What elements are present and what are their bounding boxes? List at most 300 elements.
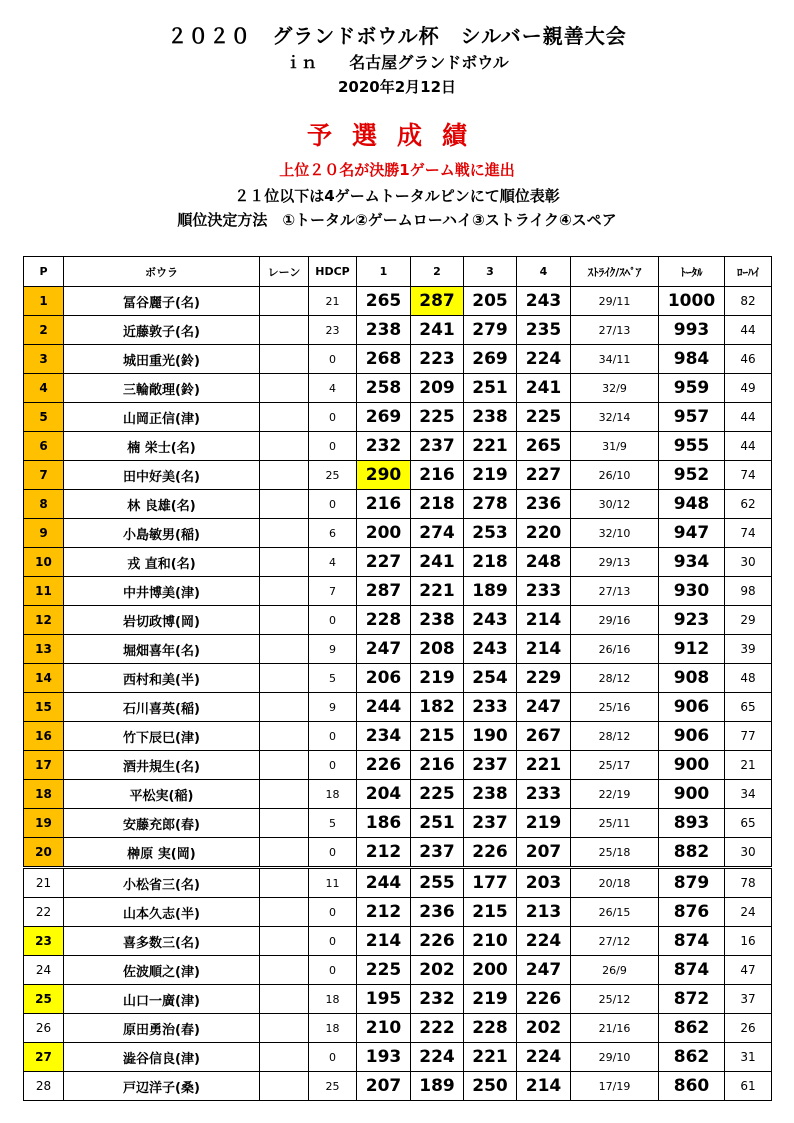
cell-bowler-name: 冨谷麗子(名) — [64, 287, 260, 316]
cell-position: 3 — [24, 345, 64, 374]
cell-game-2: 232 — [411, 985, 464, 1014]
cell-hdcp: 0 — [309, 956, 357, 985]
event-date: 2020年2月12日 — [337, 78, 457, 96]
cell-total: 906 — [659, 693, 725, 722]
cell-total: 923 — [659, 606, 725, 635]
cell-lowhigh: 61 — [725, 1072, 772, 1101]
cell-strike-spare: 31/9 — [571, 432, 659, 461]
cell-position: 19 — [24, 809, 64, 838]
col-header-game-4: 4 — [517, 257, 571, 287]
cell-bowler-name: 山本久志(半) — [64, 898, 260, 927]
cell-strike-spare: 27/13 — [571, 316, 659, 345]
cell-game-2: 255 — [411, 868, 464, 898]
cell-lowhigh: 49 — [725, 374, 772, 403]
cell-lowhigh: 21 — [725, 751, 772, 780]
cell-lowhigh: 65 — [725, 693, 772, 722]
cell-hdcp: 0 — [309, 606, 357, 635]
cell-lane — [260, 374, 309, 403]
table-row — [24, 519, 772, 548]
cell-hdcp: 21 — [309, 287, 357, 316]
cell-game-1: 216 — [357, 490, 411, 519]
cell-lowhigh: 30 — [725, 548, 772, 577]
cell-game-2: 238 — [411, 606, 464, 635]
cell-hdcp: 4 — [309, 548, 357, 577]
cell-game-1: 244 — [357, 693, 411, 722]
cell-game-2: 241 — [411, 548, 464, 577]
cell-strike-spare: 27/12 — [571, 927, 659, 956]
cell-game-2: 236 — [411, 898, 464, 927]
cell-game-1: 269 — [357, 403, 411, 432]
cell-lane — [260, 606, 309, 635]
table-row — [24, 403, 772, 432]
table-row — [24, 316, 772, 345]
cell-game-2: 222 — [411, 1014, 464, 1043]
cell-position: 1 — [24, 287, 64, 316]
cell-lowhigh: 44 — [725, 316, 772, 345]
cell-bowler-name: 戎 直和(名) — [64, 548, 260, 577]
cell-position: 6 — [24, 432, 64, 461]
col-header-bowler: ボウラ — [64, 257, 260, 287]
section-heading: 予選成績 — [306, 121, 487, 150]
cell-game-3: 253 — [464, 519, 517, 548]
cell-bowler-name: 酒井規生(名) — [64, 751, 260, 780]
cell-lane — [260, 898, 309, 927]
cell-game-3: 221 — [464, 432, 517, 461]
cell-hdcp: 0 — [309, 403, 357, 432]
cell-strike-spare: 22/19 — [571, 780, 659, 809]
cell-position: 21 — [24, 868, 64, 898]
cell-game-3: 228 — [464, 1014, 517, 1043]
cell-strike-spare: 32/10 — [571, 519, 659, 548]
cell-hdcp: 11 — [309, 868, 357, 898]
cell-game-2: 225 — [411, 780, 464, 809]
cell-hdcp: 0 — [309, 345, 357, 374]
cell-game-3: 210 — [464, 927, 517, 956]
cell-game-4: 224 — [517, 927, 571, 956]
cell-hdcp: 5 — [309, 664, 357, 693]
cell-position: 22 — [24, 898, 64, 927]
cell-bowler-name: 楠 栄士(名) — [64, 432, 260, 461]
cell-lane — [260, 751, 309, 780]
cell-game-3: 189 — [464, 577, 517, 606]
cell-game-1: 234 — [357, 722, 411, 751]
table-row — [24, 577, 772, 606]
cell-lane — [260, 635, 309, 664]
cell-total: 993 — [659, 316, 725, 345]
cell-game-1: 200 — [357, 519, 411, 548]
cell-lowhigh: 74 — [725, 461, 772, 490]
cell-lowhigh: 29 — [725, 606, 772, 635]
cell-strike-spare: 29/11 — [571, 287, 659, 316]
cell-game-2: 274 — [411, 519, 464, 548]
cell-lowhigh: 98 — [725, 577, 772, 606]
cell-total: 912 — [659, 635, 725, 664]
table-row — [24, 956, 772, 985]
cell-total: 862 — [659, 1014, 725, 1043]
cell-lane — [260, 956, 309, 985]
table-row — [24, 751, 772, 780]
cell-game-3: 219 — [464, 461, 517, 490]
cell-lane — [260, 287, 309, 316]
cell-game-1: 238 — [357, 316, 411, 345]
cell-game-2: 237 — [411, 432, 464, 461]
cell-lowhigh: 78 — [725, 868, 772, 898]
col-header-hdcp: HDCP — [309, 257, 357, 287]
cell-strike-spare: 27/13 — [571, 577, 659, 606]
cell-position: 9 — [24, 519, 64, 548]
table-row — [24, 1043, 772, 1072]
cell-strike-spare: 30/12 — [571, 490, 659, 519]
tournament-title: ２０２０ グランドボウル杯 シルバー親善大会 — [167, 24, 627, 48]
cell-strike-spare: 34/11 — [571, 345, 659, 374]
cell-lane — [260, 664, 309, 693]
cell-hdcp: 0 — [309, 432, 357, 461]
cell-lane — [260, 548, 309, 577]
cell-game-4: 265 — [517, 432, 571, 461]
table-row — [24, 287, 772, 316]
cell-strike-spare: 28/12 — [571, 722, 659, 751]
cell-position: 11 — [24, 577, 64, 606]
cell-bowler-name: 林 良雄(名) — [64, 490, 260, 519]
cell-game-4: 221 — [517, 751, 571, 780]
cell-lowhigh: 16 — [725, 927, 772, 956]
cell-bowler-name: 平松実(稲) — [64, 780, 260, 809]
cell-strike-spare: 25/11 — [571, 809, 659, 838]
table-row — [24, 898, 772, 927]
cell-bowler-name: 城田重光(鈴) — [64, 345, 260, 374]
cell-game-2: 226 — [411, 927, 464, 956]
table-row — [24, 490, 772, 519]
table-row — [24, 635, 772, 664]
cell-game-4: 233 — [517, 780, 571, 809]
cell-bowler-name: 堀畑喜年(名) — [64, 635, 260, 664]
cell-game-3: 254 — [464, 664, 517, 693]
cell-game-3: 250 — [464, 1072, 517, 1101]
cell-position: 26 — [24, 1014, 64, 1043]
cell-game-2: 209 — [411, 374, 464, 403]
cell-game-4: 248 — [517, 548, 571, 577]
cell-game-4: 247 — [517, 956, 571, 985]
cell-position: 10 — [24, 548, 64, 577]
cell-lowhigh: 62 — [725, 490, 772, 519]
cell-hdcp: 7 — [309, 577, 357, 606]
cell-game-3: 190 — [464, 722, 517, 751]
cell-total: 874 — [659, 927, 725, 956]
col-header-game-3: 3 — [464, 257, 517, 287]
cell-bowler-name: 岩切政博(岡) — [64, 606, 260, 635]
table-row — [24, 1072, 772, 1101]
cell-bowler-name: 小島敏男(稲) — [64, 519, 260, 548]
cell-total: 934 — [659, 548, 725, 577]
cell-strike-spare: 26/10 — [571, 461, 659, 490]
cell-strike-spare: 25/17 — [571, 751, 659, 780]
table-row — [24, 432, 772, 461]
cell-total: 860 — [659, 1072, 725, 1101]
cell-lowhigh: 24 — [725, 898, 772, 927]
cell-hdcp: 4 — [309, 374, 357, 403]
cell-game-4: 247 — [517, 693, 571, 722]
cell-lowhigh: 30 — [725, 838, 772, 868]
cell-lane — [260, 868, 309, 898]
cell-strike-spare: 21/16 — [571, 1014, 659, 1043]
cell-position: 12 — [24, 606, 64, 635]
cell-total: 955 — [659, 432, 725, 461]
cell-game-3: 177 — [464, 868, 517, 898]
cell-game-1: 225 — [357, 956, 411, 985]
cell-lane — [260, 1014, 309, 1043]
table-row — [24, 374, 772, 403]
cell-game-4: 227 — [517, 461, 571, 490]
cell-position: 23 — [24, 927, 64, 956]
cell-game-1: 287 — [357, 577, 411, 606]
cell-lane — [260, 519, 309, 548]
table-row — [24, 809, 772, 838]
cell-game-3: 205 — [464, 287, 517, 316]
cell-bowler-name: 山岡正信(津) — [64, 403, 260, 432]
cell-game-2: 237 — [411, 838, 464, 868]
cell-hdcp: 18 — [309, 1014, 357, 1043]
cell-game-4: 236 — [517, 490, 571, 519]
cell-hdcp: 0 — [309, 838, 357, 868]
cell-game-3: 238 — [464, 780, 517, 809]
cell-game-2: 219 — [411, 664, 464, 693]
cell-strike-spare: 32/14 — [571, 403, 659, 432]
cell-hdcp: 5 — [309, 809, 357, 838]
cell-position: 20 — [24, 838, 64, 868]
cell-game-4: 219 — [517, 809, 571, 838]
table-row — [24, 868, 772, 898]
cell-bowler-name: 石川喜英(稲) — [64, 693, 260, 722]
cell-game-2: 287 — [411, 287, 464, 316]
cell-lane — [260, 1072, 309, 1101]
table-row — [24, 1014, 772, 1043]
cell-game-1: 212 — [357, 898, 411, 927]
cell-game-1: 226 — [357, 751, 411, 780]
results-body — [24, 287, 772, 1101]
cell-total: 959 — [659, 374, 725, 403]
cell-hdcp: 0 — [309, 898, 357, 927]
cell-bowler-name: 竹下辰巳(津) — [64, 722, 260, 751]
cell-strike-spare: 26/9 — [571, 956, 659, 985]
cell-game-1: 232 — [357, 432, 411, 461]
cell-game-3: 218 — [464, 548, 517, 577]
cell-game-4: 224 — [517, 345, 571, 374]
cell-position: 5 — [24, 403, 64, 432]
cell-game-2: 251 — [411, 809, 464, 838]
cell-bowler-name: 安藤充郎(春) — [64, 809, 260, 838]
cell-hdcp: 0 — [309, 927, 357, 956]
cell-position: 15 — [24, 693, 64, 722]
cell-position: 16 — [24, 722, 64, 751]
cell-game-1: 268 — [357, 345, 411, 374]
cell-hdcp: 9 — [309, 635, 357, 664]
tiebreak-note: 順位決定方法 ①トータル②ゲームローハイ③ストライク④スペア — [177, 211, 617, 229]
cell-game-4: 233 — [517, 577, 571, 606]
cell-game-1: 265 — [357, 287, 411, 316]
table-row — [24, 606, 772, 635]
cell-hdcp: 25 — [309, 461, 357, 490]
venue-line: ｉｎ 名古屋グランドボウル — [285, 53, 509, 72]
cell-game-3: 237 — [464, 809, 517, 838]
cell-total: 984 — [659, 345, 725, 374]
cell-lane — [260, 316, 309, 345]
cell-position: 8 — [24, 490, 64, 519]
header-row — [24, 257, 772, 287]
col-header-total: ﾄｰﾀﾙ — [659, 257, 725, 287]
cell-position: 18 — [24, 780, 64, 809]
cell-position: 28 — [24, 1072, 64, 1101]
cell-strike-spare: 29/13 — [571, 548, 659, 577]
cell-lowhigh: 44 — [725, 432, 772, 461]
cell-lowhigh: 82 — [725, 287, 772, 316]
cell-total: 862 — [659, 1043, 725, 1072]
cell-game-1: 227 — [357, 548, 411, 577]
cell-total: 893 — [659, 809, 725, 838]
cell-game-4: 241 — [517, 374, 571, 403]
cell-bowler-name: 近藤敦子(名) — [64, 316, 260, 345]
cell-game-4: 224 — [517, 1043, 571, 1072]
cell-game-1: 206 — [357, 664, 411, 693]
cell-lowhigh: 37 — [725, 985, 772, 1014]
cell-game-1: 186 — [357, 809, 411, 838]
cell-game-3: 215 — [464, 898, 517, 927]
cell-lowhigh: 44 — [725, 403, 772, 432]
cell-lowhigh: 46 — [725, 345, 772, 374]
cell-game-2: 224 — [411, 1043, 464, 1072]
cell-hdcp: 18 — [309, 780, 357, 809]
cell-bowler-name: 澁谷信良(津) — [64, 1043, 260, 1072]
cell-total: 879 — [659, 868, 725, 898]
cell-game-2: 225 — [411, 403, 464, 432]
cell-game-2: 202 — [411, 956, 464, 985]
cell-bowler-name: 喜多数三(名) — [64, 927, 260, 956]
cell-lowhigh: 48 — [725, 664, 772, 693]
cell-game-3: 279 — [464, 316, 517, 345]
cell-hdcp: 0 — [309, 722, 357, 751]
cell-game-1: 207 — [357, 1072, 411, 1101]
cell-game-4: 226 — [517, 985, 571, 1014]
cell-total: 947 — [659, 519, 725, 548]
table-row — [24, 548, 772, 577]
cell-game-4: 225 — [517, 403, 571, 432]
cell-game-3: 221 — [464, 1043, 517, 1072]
cell-game-2: 208 — [411, 635, 464, 664]
cell-bowler-name: 原田勇治(春) — [64, 1014, 260, 1043]
cell-lowhigh: 31 — [725, 1043, 772, 1072]
cell-total: 1000 — [659, 287, 725, 316]
table-row — [24, 722, 772, 751]
table-row — [24, 693, 772, 722]
cell-game-1: 210 — [357, 1014, 411, 1043]
cell-game-4: 203 — [517, 868, 571, 898]
cell-position: 14 — [24, 664, 64, 693]
cell-game-3: 237 — [464, 751, 517, 780]
cell-bowler-name: 西村和美(半) — [64, 664, 260, 693]
cell-game-4: 243 — [517, 287, 571, 316]
cell-total: 930 — [659, 577, 725, 606]
cell-total: 882 — [659, 838, 725, 868]
cell-hdcp: 0 — [309, 490, 357, 519]
cell-position: 27 — [24, 1043, 64, 1072]
cell-position: 17 — [24, 751, 64, 780]
col-header-lane: レーン — [260, 257, 309, 287]
cell-lowhigh: 26 — [725, 1014, 772, 1043]
col-header-lowhigh: ﾛｰﾊｲ — [725, 257, 772, 287]
cell-lowhigh: 77 — [725, 722, 772, 751]
cell-total: 948 — [659, 490, 725, 519]
cell-bowler-name: 佐波順之(津) — [64, 956, 260, 985]
cell-bowler-name: 中井博美(津) — [64, 577, 260, 606]
cell-game-4: 235 — [517, 316, 571, 345]
cell-game-3: 233 — [464, 693, 517, 722]
cell-total: 900 — [659, 751, 725, 780]
cell-lane — [260, 432, 309, 461]
cell-position: 24 — [24, 956, 64, 985]
cell-position: 2 — [24, 316, 64, 345]
table-row — [24, 780, 772, 809]
cell-bowler-name: 山口一廣(津) — [64, 985, 260, 1014]
cell-game-3: 251 — [464, 374, 517, 403]
cell-hdcp: 0 — [309, 1043, 357, 1072]
cell-game-1: 204 — [357, 780, 411, 809]
ranking-note: ２１位以下は4ゲームトータルピンにて順位表彰 — [234, 187, 560, 205]
cell-total: 872 — [659, 985, 725, 1014]
cell-strike-spare: 20/18 — [571, 868, 659, 898]
cell-hdcp: 9 — [309, 693, 357, 722]
table-row — [24, 985, 772, 1014]
cell-lane — [260, 1043, 309, 1072]
table-row — [24, 461, 772, 490]
cell-game-1: 228 — [357, 606, 411, 635]
cell-strike-spare: 17/19 — [571, 1072, 659, 1101]
cell-bowler-name: 戸辺洋子(桑) — [64, 1072, 260, 1101]
cell-position: 4 — [24, 374, 64, 403]
cell-game-2: 223 — [411, 345, 464, 374]
cell-position: 7 — [24, 461, 64, 490]
cell-game-1: 214 — [357, 927, 411, 956]
cell-lane — [260, 490, 309, 519]
cell-game-2: 182 — [411, 693, 464, 722]
cell-total: 874 — [659, 956, 725, 985]
cell-game-1: 193 — [357, 1043, 411, 1072]
cell-game-2: 189 — [411, 1072, 464, 1101]
cell-strike-spare: 32/9 — [571, 374, 659, 403]
cell-position: 25 — [24, 985, 64, 1014]
cell-game-3: 243 — [464, 635, 517, 664]
cell-game-2: 215 — [411, 722, 464, 751]
cell-game-1: 258 — [357, 374, 411, 403]
cell-game-3: 278 — [464, 490, 517, 519]
results-table — [23, 256, 772, 1101]
cell-game-4: 267 — [517, 722, 571, 751]
cell-game-2: 218 — [411, 490, 464, 519]
cell-game-4: 220 — [517, 519, 571, 548]
cell-total: 876 — [659, 898, 725, 927]
cell-lowhigh: 47 — [725, 956, 772, 985]
table-row — [24, 664, 772, 693]
cell-position: 13 — [24, 635, 64, 664]
cell-lowhigh: 65 — [725, 809, 772, 838]
cell-game-4: 229 — [517, 664, 571, 693]
col-header-position: P — [24, 257, 64, 287]
cell-strike-spare: 28/12 — [571, 664, 659, 693]
col-header-game-1: 1 — [357, 257, 411, 287]
cell-game-2: 216 — [411, 751, 464, 780]
cell-hdcp: 0 — [309, 751, 357, 780]
cell-game-2: 216 — [411, 461, 464, 490]
cell-game-3: 269 — [464, 345, 517, 374]
cell-lowhigh: 34 — [725, 780, 772, 809]
